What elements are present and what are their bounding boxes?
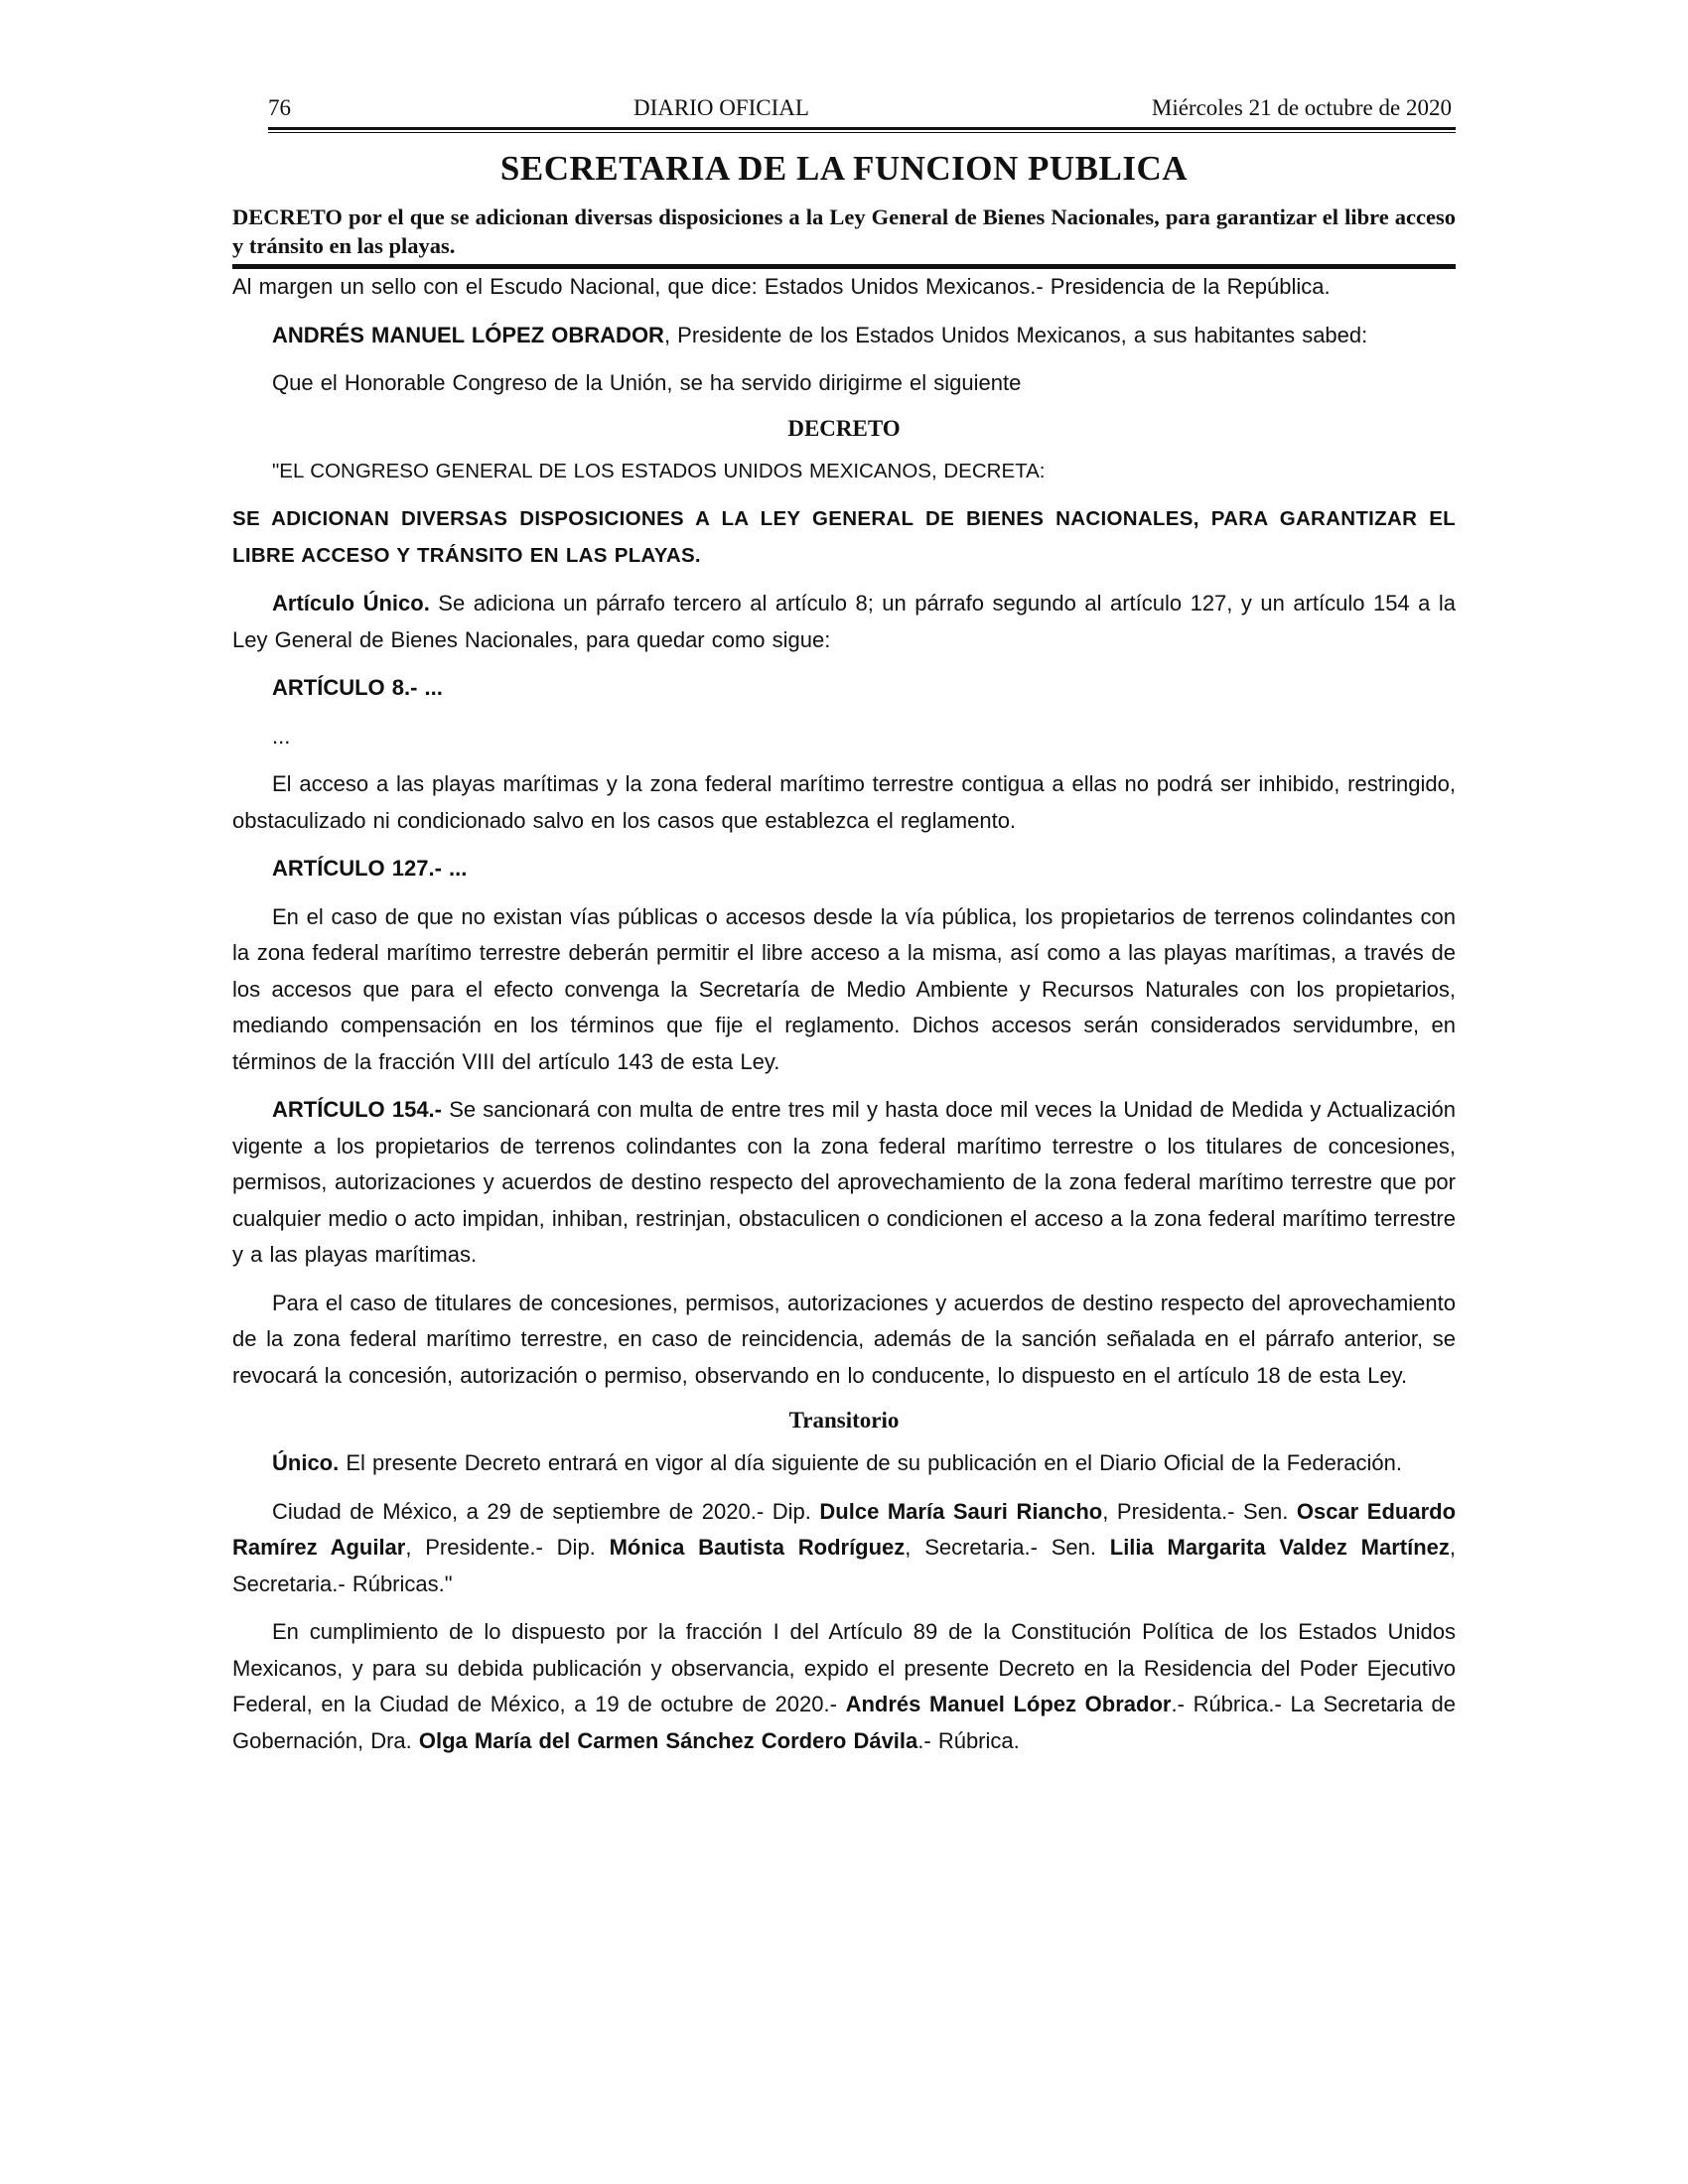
publication-name: DIARIO OFICIAL <box>633 95 809 120</box>
congress-line: Que el Honorable Congreso de la Unión, se ha servido dirigirme el siguiente <box>272 370 1022 395</box>
transitorio-heading: Transitorio <box>788 1408 900 1433</box>
art8-heading: ARTÍCULO 8.- ... <box>272 675 443 700</box>
promulgation-paragraph: En cumplimiento de lo dispuesto por la fracción I del Artículo 89 de la Constitución Política de los Estados Unidos Mexicanos, y para su debida publicación y observancia, expido el presente Decreto en la Residencia del Poder Ejecutivo Federal, en la Ciudad de México, a 19 de octubre de 2020.- Andrés Manuel López Obrador.- Rúbrica.- La Secretaria de Gobernación, Dra. Olga María del Carmen Sánchez Cordero Dávila.- Rúbrica. <box>232 1619 1456 1753</box>
art154-text: ARTÍCULO 154.- Se sancionará con multa de entre tres mil y hasta doce mil veces la Unidad de Medida y Actualización vigente a los propietarios de terrenos colindantes con la zona federal marítimo terrestre o los titulares de concesiones, permisos, autorizaciones y acuerdos de destino respecto del aprovechamiento de la zona federal marítimo terrestre que por cualquier medio o acto impidan, inhiban, restrinjan, obstaculicen o condicionen el acceso a la zona federal marítimo terrestre y a las playas marítimas. <box>232 1097 1456 1267</box>
articulo-unico: Artículo Único. Se adiciona un párrafo tercero al artículo 8; un párrafo segundo al artículo 127, y un artículo 154 a la Ley General de Bienes Nacionales, para quedar como sigue: <box>232 591 1456 652</box>
publication-date: Miércoles 21 de octubre de 2020 <box>1151 95 1452 120</box>
adiciones-heading: SE ADICIONAN DIVERSAS DISPOSICIONES A LA LEY GENERAL DE BIENES NACIONALES, PARA GARANTIZAR EL LIBRE ACCESO Y TRÁNSITO EN LAS PLAYAS. <box>232 507 1456 567</box>
signatory-name: Andrés Manuel López Obrador <box>845 1692 1172 1716</box>
art8-ellipsis: ... <box>272 723 291 749</box>
president-name: ANDRÉS MANUEL LÓPEZ OBRADOR <box>272 322 664 347</box>
page-header <box>232 95 1456 127</box>
page-number: 76 <box>268 95 291 120</box>
header-divider <box>268 127 1456 133</box>
secretaria-title: SECRETARIA DE LA FUNCION PUBLICA <box>499 149 1189 188</box>
signatory-name: Olga María del Carmen Sánchez Cordero Dávila <box>418 1727 918 1753</box>
signatory-name: Oscar Eduardo Ramírez Aguilar <box>232 1498 1457 1560</box>
signatures-paragraph: Ciudad de México, a 29 de septiembre de 2020.- Dip. Dulce María Sauri Riancho, Presidenta.- Sen. Oscar Eduardo Ramírez Aguilar, Presidente.- Dip. Mónica Bautista Rodríguez, Secretaria.- Sen. Lilia Margarita Valdez Martínez, Secretaria.- Rúbricas." <box>232 1498 1457 1596</box>
signatory-name: Dulce María Sauri Riancho <box>819 1498 1103 1524</box>
art8-text: El acceso a las playas marítimas y la zona federal marítimo terrestre contigua a ellas no podrá ser inhibido, restringido, obstaculizado ni condicionado salvo en los casos que establezca el reglamento. <box>232 771 1456 833</box>
art127-text: En el caso de que no existan vías públicas o accesos desde la vía pública, los propietarios de terrenos colindantes con la zona federal marítimo terrestre deberán permitir el libre acceso a la misma, así como a las playas marítimas, a través de los accesos que para el efecto convenga la Secretaría de Medio Ambiente y Recursos Naturales con los propietarios, mediando compensación en los términos que fije el reglamento. Dichos accesos serán considerados servidumbre, en términos de la fracción VIII del artículo 143 de esta Ley. <box>232 903 1456 1074</box>
art127-heading: ARTÍCULO 127.- ... <box>272 856 468 881</box>
art154-text-2: Para el caso de titulares de concesiones, permisos, autorizaciones y acuerdos de destino respecto del aprovechamiento de la zona federal marítimo terrestre, en caso de reincidencia, además de la sanción señalada en el párrafo anterior, se revocará la concesión, autorización o permiso, observando en lo conducente, lo dispuesto en el artículo 18 de esta Ley. <box>232 1290 1456 1388</box>
transitorio-text: Único. El presente Decreto entrará en vigor al día siguiente de su publicación en el Diario Oficial de la Federación. <box>272 1450 1402 1475</box>
signatory-name: Lilia Margarita Valdez Martínez <box>1109 1535 1450 1560</box>
decree-title: DECRETO por el que se adicionan diversas disposiciones a la Ley General de Bienes Nacionales, para garantizar el libre acceso y tránsito en las playas. <box>232 205 1456 258</box>
congress-decreta: "EL CONGRESO GENERAL DE LOS ESTADOS UNIDOS MEXICANOS, DECRETA: <box>272 459 1046 482</box>
document-page <box>232 95 1456 1759</box>
signatory-name: Mónica Bautista Rodríguez <box>609 1535 906 1560</box>
decreto-heading: DECRETO <box>787 415 901 441</box>
document-body <box>232 269 1456 1759</box>
seal-paragraph: Al margen un sello con el Escudo Nacional, que dice: Estados Unidos Mexicanos.- Presidencia de la República. <box>232 274 1331 299</box>
president-intro: ANDRÉS MANUEL LÓPEZ OBRADOR, Presidente de los Estados Unidos Mexicanos, a sus habitantes sabed: <box>272 322 1368 347</box>
